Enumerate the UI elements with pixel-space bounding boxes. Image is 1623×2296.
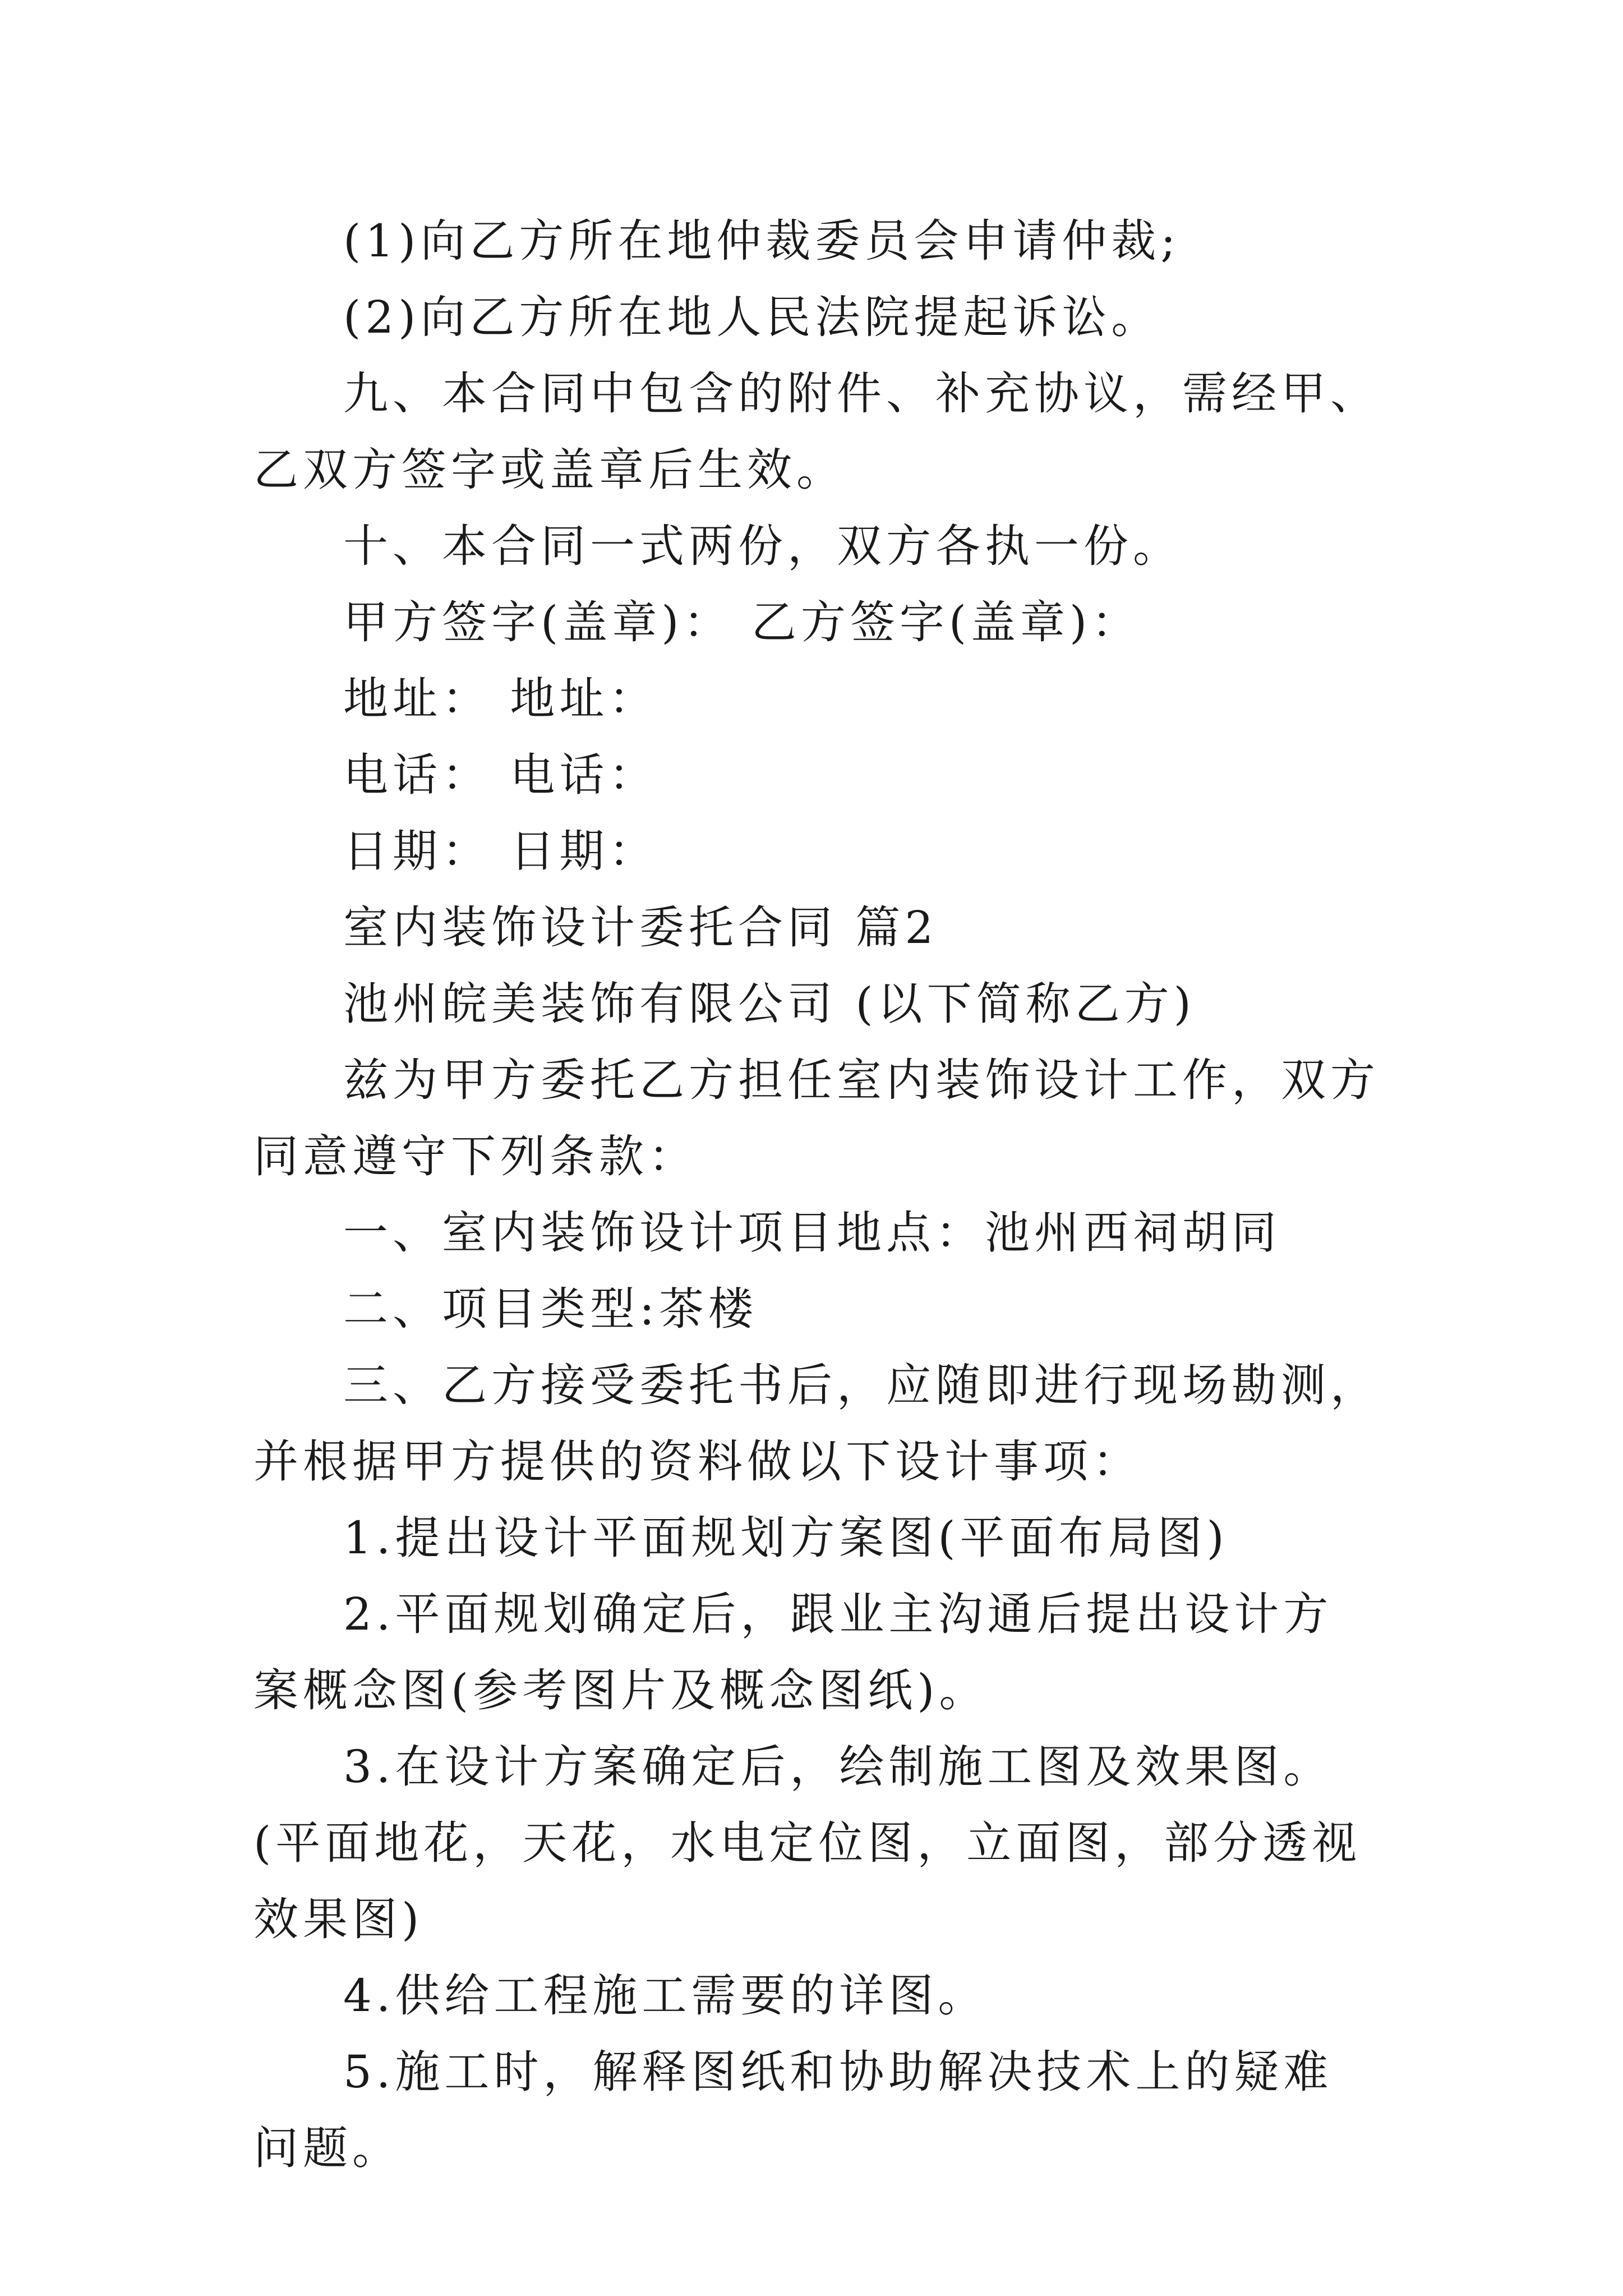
paragraph-preamble: 兹为甲方委托乙方担任室内装饰设计工作，双方同意遵守下列条款： [253,1054,1380,1182]
section-heading: 室内装饰设计委托合同 篇2 [343,901,938,954]
list-item-5: 5.施工时，解释图纸和协助解决技术上的疑难问题。 [253,2046,1333,2174]
list-item-2: 2.平面规划确定后，跟业主沟通后提出设计方案概念图(参考图片及概念图纸)。 [253,1588,1333,1717]
paragraph-litigation: (2)向乙方所在地人民法院提起诉讼。 [343,291,1161,343]
address-line: 地址： 地址： [343,673,658,725]
list-item-3: 3.在设计方案确定后，绘制施工图及效果图。(平面地花，天花，水电定位图，立面图，部分透视效果图) [253,1741,1362,1945]
paragraph-arbitration: (1)向乙方所在地仲裁委员会申请仲裁; [343,215,1181,267]
paragraph-item-two: 二、项目类型:茶楼 [343,1283,758,1335]
list-item-4: 4.供给工程施工需要的详图。 [343,1970,988,2022]
party-b-line: 池州皖美装饰有限公司 (以下简称乙方) [343,978,1196,1030]
document-body [253,203,1381,2187]
date-line: 日期： 日期： [343,825,658,877]
paragraph-clause-nine: 九、本合同中包含的附件、补充协议，需经甲、乙双方签字或盖章后生效。 [253,367,1380,496]
list-item-1: 1.提出设计平面规划方案图(平面布局图) [343,1512,1229,1564]
paragraph-item-one: 一、室内装饰设计项目地点：池州西祠胡同 [343,1207,1281,1259]
paragraph-item-three: 三、乙方接受委托书后，应随即进行现场勘测，并根据甲方提供的资料做以下设计事项： [253,1359,1380,1488]
phone-line: 电话： 电话： [343,749,658,801]
signature-line: 甲方签字(盖章)： 乙方签字(盖章)： [343,596,1141,648]
paragraph-clause-ten: 十、本合同一式两份，双方各执一份。 [343,520,1182,572]
